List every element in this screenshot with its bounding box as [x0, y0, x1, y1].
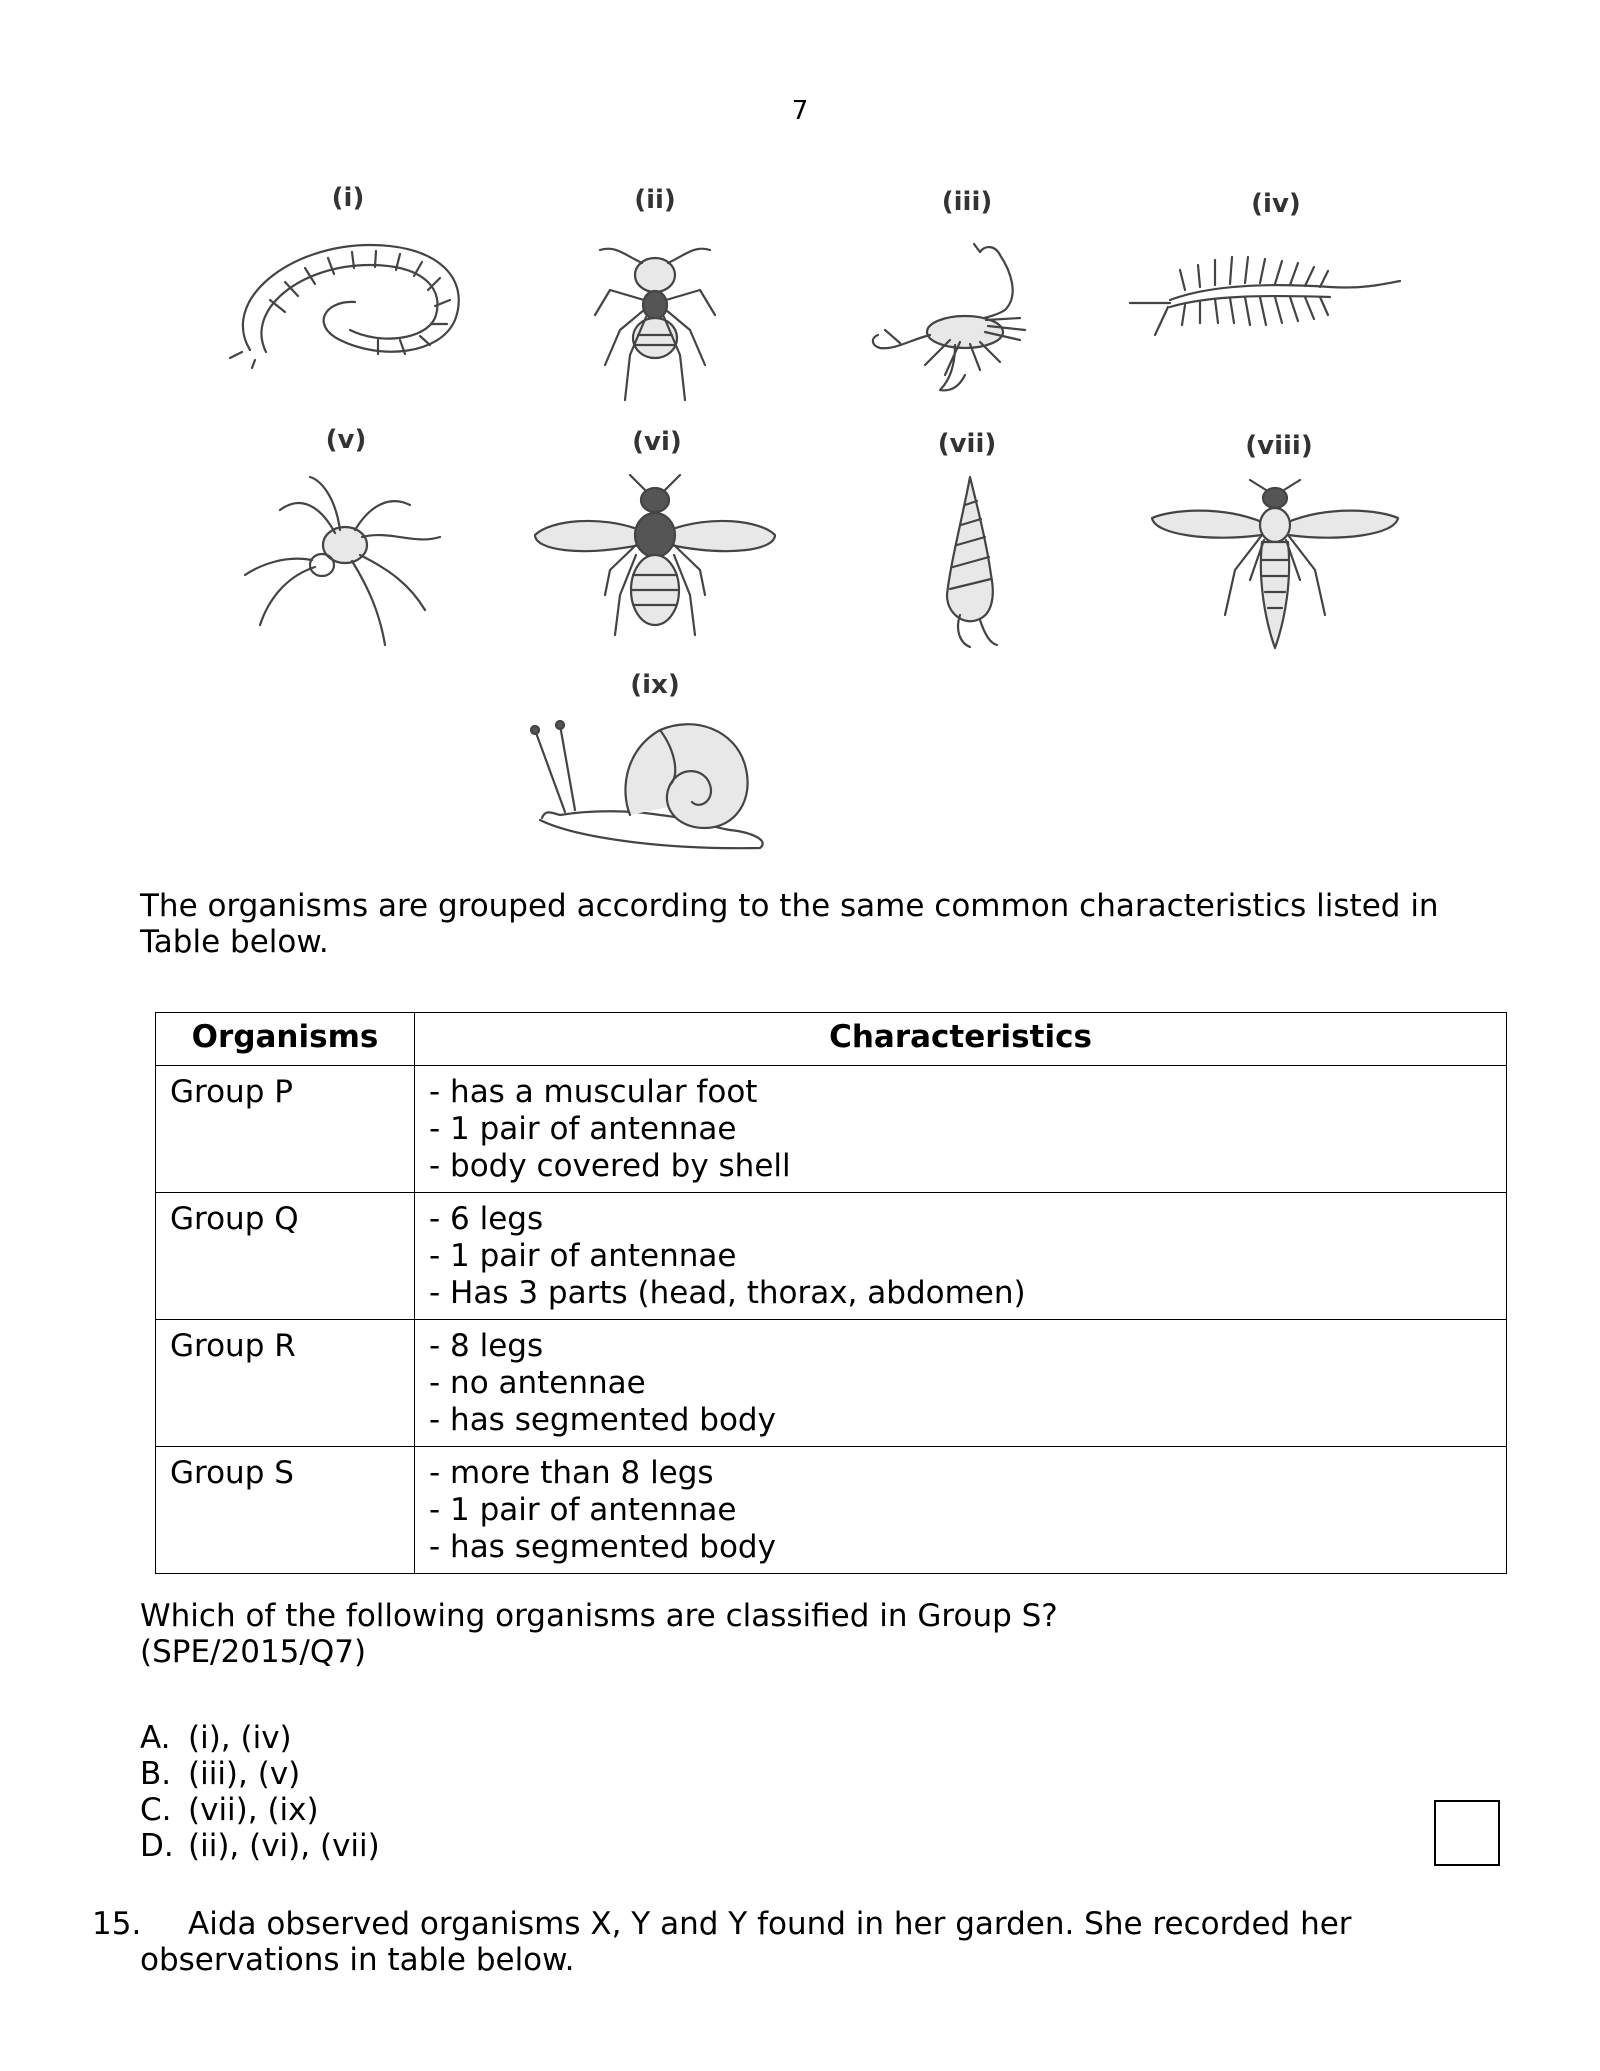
option-letter: C. [140, 1792, 172, 1828]
question-15-line-1: Aida observed organisms X, Y and Y found in her garden. She recorded her [188, 1906, 1352, 1942]
option-text: (iii), (v) [188, 1756, 301, 1792]
option-letter: A. [140, 1720, 171, 1756]
option-d[interactable] [140, 1828, 380, 1864]
question-number: 15. [92, 1906, 142, 1942]
option-a[interactable] [140, 1720, 380, 1756]
trait-item: - more than 8 legs [429, 1455, 714, 1491]
snail-icon [530, 710, 770, 860]
option-text: (ii), (vi), (vii) [188, 1828, 380, 1864]
question-15-line-2: observations in table below. [140, 1942, 575, 1978]
traits-cell [415, 1193, 1507, 1320]
trait-item: - 1 pair of antennae [429, 1492, 737, 1528]
figure-label-iii: (iii) [941, 187, 993, 217]
trait-item: - 8 legs [429, 1328, 544, 1364]
group-cell: Group Q [156, 1193, 415, 1320]
spider-icon [240, 475, 450, 650]
trait-item: - 6 legs [429, 1201, 544, 1237]
figure-label-iv: (iv) [1251, 189, 1301, 219]
group-cell: Group R [156, 1320, 415, 1447]
figure-label-v: (v) [325, 425, 367, 455]
option-letter: D. [140, 1828, 174, 1864]
table-header-row [156, 1013, 1507, 1066]
figure-label-i: (i) [331, 183, 365, 213]
traits-cell [415, 1066, 1507, 1193]
figure-label-vii: (vii) [937, 429, 997, 459]
trait-item: - Has 3 parts (head, thorax, abdomen) [429, 1275, 1026, 1311]
intro-line-1: The organisms are grouped according to the same common characteristics listed in [140, 888, 1439, 924]
option-text: (i), (iv) [188, 1720, 292, 1756]
traits-cell [415, 1447, 1507, 1574]
question-source: (SPE/2015/Q7) [140, 1634, 367, 1670]
trait-item: - 1 pair of antennae [429, 1238, 737, 1274]
scorpion-icon [870, 240, 1060, 400]
header-organisms: Organisms [156, 1013, 415, 1066]
bee-icon [530, 475, 780, 650]
centipede-icon [1130, 245, 1410, 340]
question-stem [140, 1598, 1520, 1670]
figure-label-viii: (viii) [1245, 431, 1313, 461]
table-row-group-q [156, 1193, 1507, 1320]
ant-icon [580, 235, 730, 405]
trait-item: - no antennae [429, 1365, 646, 1401]
table-row-group-p [156, 1066, 1507, 1193]
table-row-group-r [156, 1320, 1507, 1447]
trait-item: - has segmented body [429, 1529, 776, 1565]
question-15 [92, 1906, 1532, 1978]
option-c[interactable] [140, 1792, 380, 1828]
header-characteristics: Characteristics [415, 1013, 1507, 1066]
option-letter: B. [140, 1756, 172, 1792]
classification-table [155, 1012, 1507, 1574]
wasp-icon [1150, 480, 1400, 655]
option-b[interactable] [140, 1756, 380, 1792]
group-cell: Group S [156, 1447, 415, 1574]
intro-paragraph [140, 888, 1520, 960]
trait-item: - body covered by shell [429, 1148, 791, 1184]
answer-box[interactable] [1434, 1800, 1500, 1866]
figure-label-ix: (ix) [630, 670, 680, 700]
intro-line-2: Table below. [140, 924, 329, 960]
trait-item: - has a muscular foot [429, 1074, 758, 1110]
table-row-group-s [156, 1447, 1507, 1574]
millipede-icon [230, 240, 470, 370]
trait-item: - has segmented body [429, 1402, 776, 1438]
traits-cell [415, 1320, 1507, 1447]
trait-item: - 1 pair of antennae [429, 1111, 737, 1147]
group-cell: Group P [156, 1066, 415, 1193]
question-text: Which of the following organisms are classified in Group S? [140, 1598, 1058, 1634]
figure-label-vi: (vi) [632, 427, 682, 457]
figure-label-ii: (ii) [634, 185, 676, 215]
answer-options [140, 1720, 380, 1864]
cone-shell-icon [935, 475, 1005, 650]
option-text: (vii), (ix) [188, 1792, 319, 1828]
page-number: 7 [791, 96, 809, 126]
